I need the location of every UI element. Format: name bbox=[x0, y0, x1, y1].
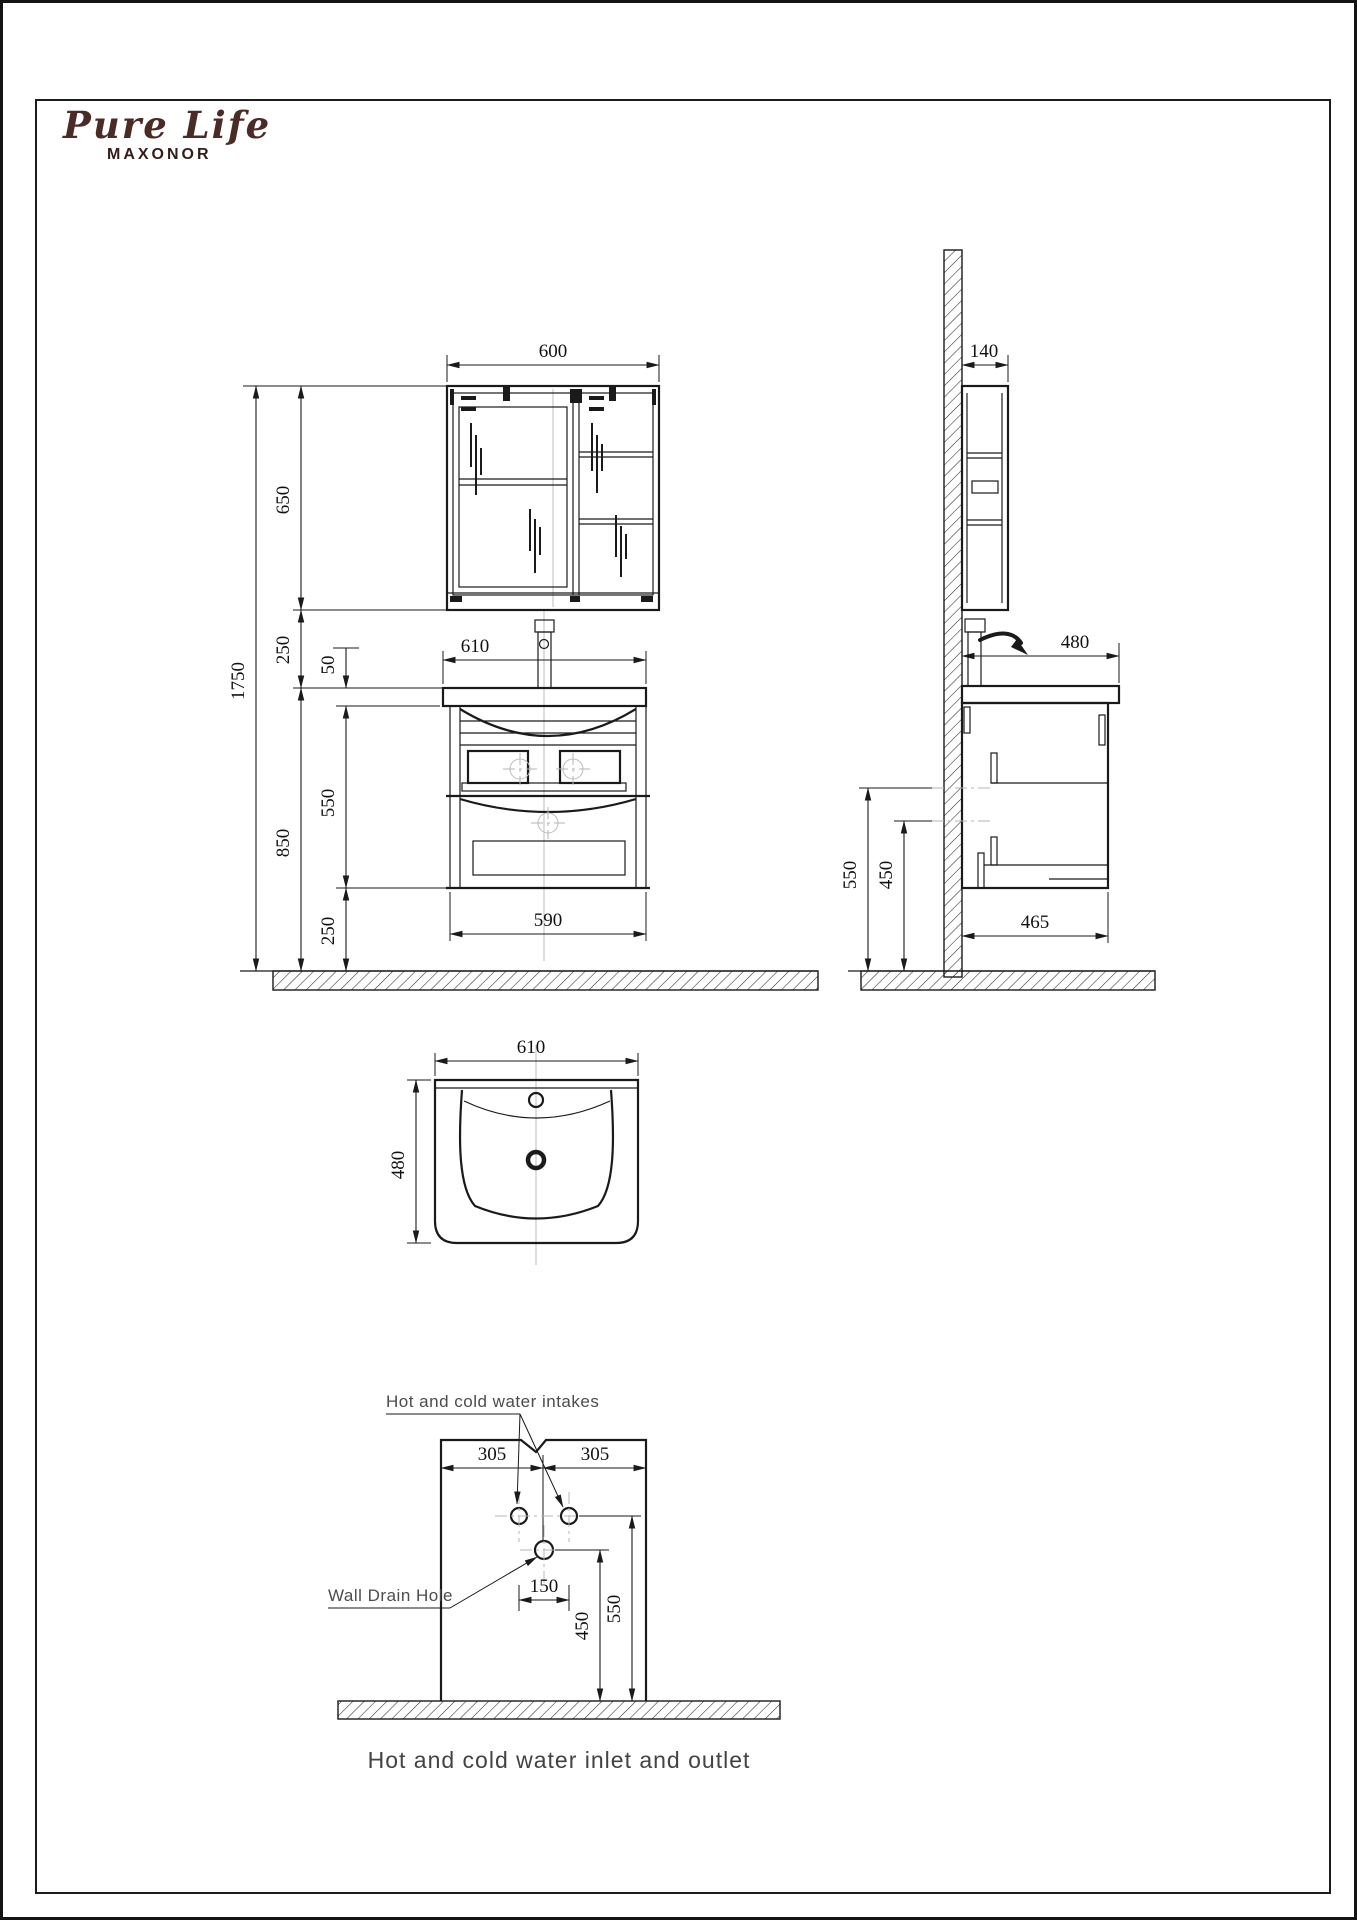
top-view bbox=[388, 1037, 638, 1265]
basin-curve bbox=[460, 709, 636, 736]
front-dimensions bbox=[228, 341, 659, 971]
drawer-recess-left bbox=[468, 751, 528, 783]
front-view bbox=[228, 341, 818, 990]
side-view bbox=[840, 250, 1155, 990]
dim-cabinet-height: 550 bbox=[318, 788, 339, 818]
dim-cabinet-depth: 465 bbox=[1020, 912, 1050, 933]
dim-side-intake-height: 550 bbox=[840, 860, 861, 890]
floor-front bbox=[240, 971, 818, 990]
floor-plumbing bbox=[338, 1701, 780, 1719]
dim-top-depth: 480 bbox=[388, 1150, 409, 1180]
dim-edge-to-center-right: 305 bbox=[580, 1444, 610, 1465]
lower-drawer-panel bbox=[473, 841, 625, 875]
drain-label: Wall Drain Hole bbox=[328, 1586, 453, 1605]
mirror-cabinet-front bbox=[447, 386, 659, 610]
vanity-side bbox=[962, 686, 1119, 888]
faucet-side bbox=[965, 619, 1028, 686]
dim-intake-height: 550 bbox=[604, 1594, 625, 1624]
dim-total-height: 1750 bbox=[228, 662, 249, 700]
dim-drain-height: 450 bbox=[572, 1611, 593, 1641]
mirror-glint-marks bbox=[471, 423, 626, 577]
dim-vanity-height: 850 bbox=[273, 828, 294, 858]
hole-centerlines bbox=[495, 1492, 593, 1583]
plumbing-caption: Hot and cold water inlet and outlet bbox=[367, 1747, 751, 1773]
dim-intake-spacing: 150 bbox=[529, 1576, 559, 1597]
brand-name-text: MAXONOR bbox=[107, 146, 212, 163]
intakes-label: Hot and cold water intakes bbox=[386, 1392, 600, 1411]
dim-mirror-width: 600 bbox=[538, 341, 568, 362]
dim-counter-thickness: 50 bbox=[318, 655, 339, 675]
dim-basin-width: 610 bbox=[460, 636, 490, 657]
mirror-cabinet-side bbox=[962, 386, 1008, 610]
dim-floor-clearance: 250 bbox=[318, 916, 339, 946]
dim-top-width: 610 bbox=[516, 1037, 546, 1058]
dim-cabinet-width: 590 bbox=[533, 910, 563, 931]
dim-mirror-depth: 140 bbox=[969, 341, 999, 362]
dim-mirror-height: 650 bbox=[273, 485, 294, 515]
technical-drawing bbox=[3, 3, 1357, 1920]
brand-script-text: Pure Life bbox=[63, 103, 272, 147]
dim-counter-depth: 480 bbox=[1060, 632, 1090, 653]
dim-side-drain-height: 450 bbox=[876, 860, 897, 890]
dim-edge-to-center-left: 305 bbox=[477, 1444, 507, 1465]
plumbing-diagram bbox=[328, 1392, 780, 1773]
floor-side bbox=[848, 971, 1155, 990]
vanity-front bbox=[443, 611, 650, 961]
wall-section bbox=[944, 250, 962, 977]
dim-mirror-gap: 250 bbox=[273, 635, 294, 665]
